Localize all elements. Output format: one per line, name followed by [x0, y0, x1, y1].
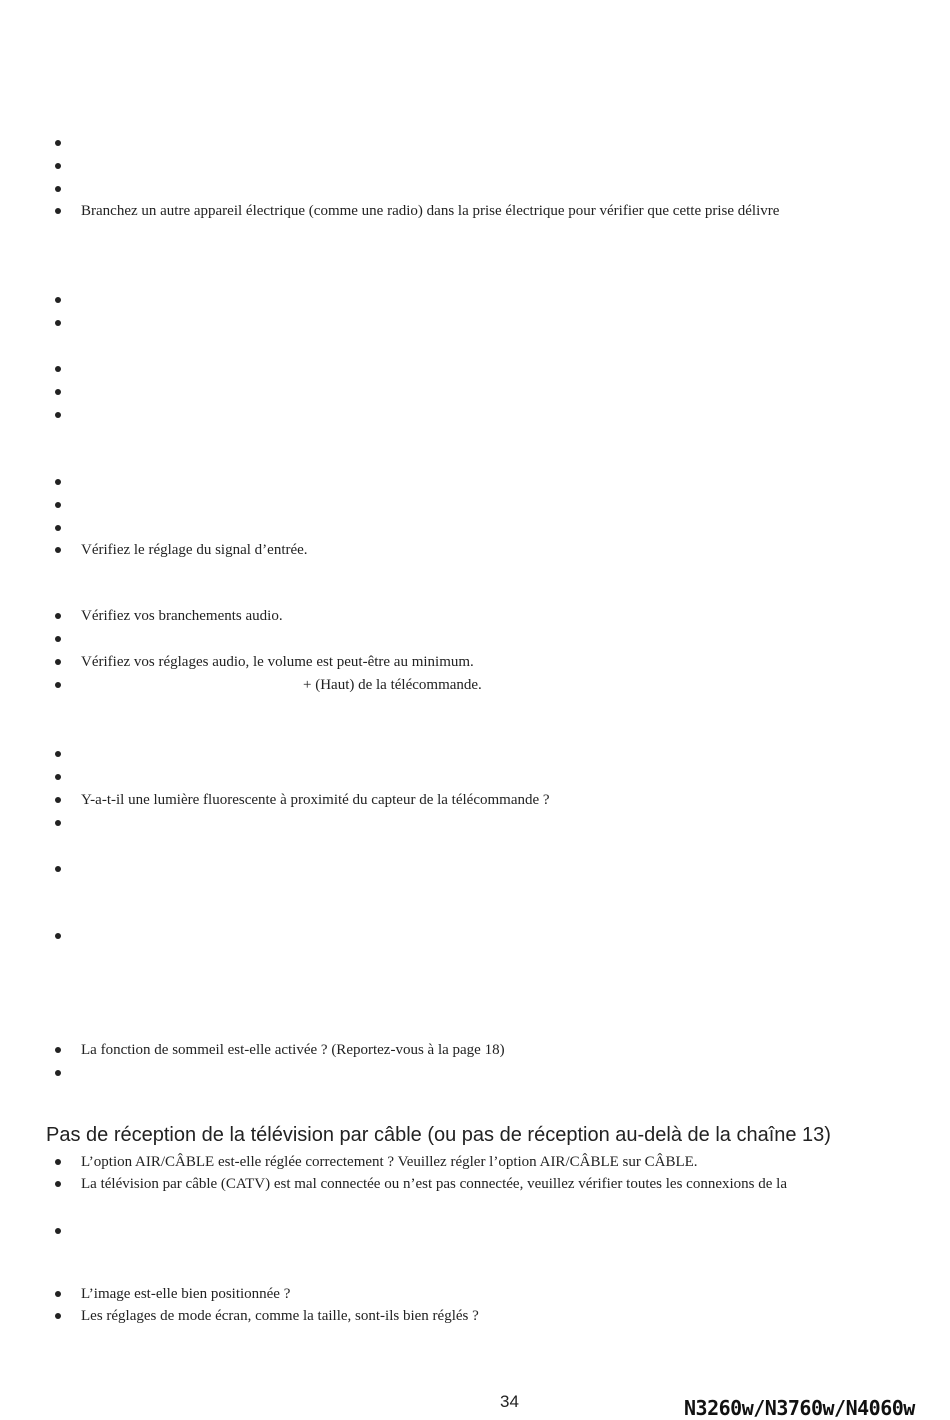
list-item-text: Les réglages de mode écran, comme la taille, sont-ils bien réglés ?: [81, 1308, 479, 1324]
bullet-icon: [55, 751, 61, 757]
list-item-text: La télévision par câble (CATV) est mal connectée ou n’est pas connectée, veuillez vérifier toutes les connexions de la: [81, 1176, 787, 1192]
bullet-icon: [55, 797, 61, 803]
list-item-text: Vérifiez le réglage du signal d’entrée.: [81, 542, 308, 558]
list-item-text: Branchez un autre appareil électrique (comme une radio) dans la prise électrique pour vérifier que cette prise délivre: [81, 203, 780, 219]
model-number: N3260w/N3760w/N4060w: [684, 1396, 915, 1420]
list-item-text: L’image est-elle bien positionnée ?: [81, 1286, 291, 1302]
bullet-icon: [55, 682, 61, 688]
bullet-icon: [55, 1159, 61, 1165]
bullet-icon: [55, 208, 61, 214]
bullet-icon: [55, 636, 61, 642]
bullet-icon: [55, 1291, 61, 1297]
bullet-icon: [55, 866, 61, 872]
bullet-icon: [55, 186, 61, 192]
bullet-icon: [55, 1181, 61, 1187]
bullet-icon: [55, 320, 61, 326]
bullet-icon: [55, 412, 61, 418]
list-item-text: La fonction de sommeil est-elle activée ? (Reportez-vous à la page 18): [81, 1042, 505, 1058]
list-item-text: L’option AIR/CÂBLE est-elle réglée correctement ? Veuillez régler l’option AIR/CÂBLE sur CÂBLE.: [81, 1154, 698, 1170]
list-item-text: Vérifiez vos réglages audio, le volume est peut-être au minimum.: [81, 654, 474, 670]
bullet-icon: [55, 163, 61, 169]
list-item-text: Y-a-t-il une lumière fluorescente à proximité du capteur de la télécommande ?: [81, 792, 550, 808]
bullet-icon: [55, 820, 61, 826]
bullet-icon: [55, 525, 61, 531]
list-item-text: Vérifiez vos branchements audio.: [81, 608, 283, 624]
bullet-icon: [55, 297, 61, 303]
bullet-icon: [55, 140, 61, 146]
bullet-icon: [55, 366, 61, 372]
section-heading: Pas de réception de la télévision par câble (ou pas de réception au-delà de la chaîne 13): [46, 1124, 831, 1146]
bullet-icon: [55, 389, 61, 395]
bullet-icon: [55, 1228, 61, 1234]
bullet-icon: [55, 1313, 61, 1319]
bullet-icon: [55, 933, 61, 939]
bullet-icon: [55, 659, 61, 665]
bullet-icon: [55, 1070, 61, 1076]
bullet-icon: [55, 479, 61, 485]
bullet-icon: [55, 774, 61, 780]
bullet-icon: [55, 547, 61, 553]
list-item-text: + (Haut) de la télécommande.: [303, 677, 482, 693]
bullet-icon: [55, 613, 61, 619]
bullet-icon: [55, 502, 61, 508]
bullet-icon: [55, 1047, 61, 1053]
page-number: 34: [500, 1392, 519, 1411]
